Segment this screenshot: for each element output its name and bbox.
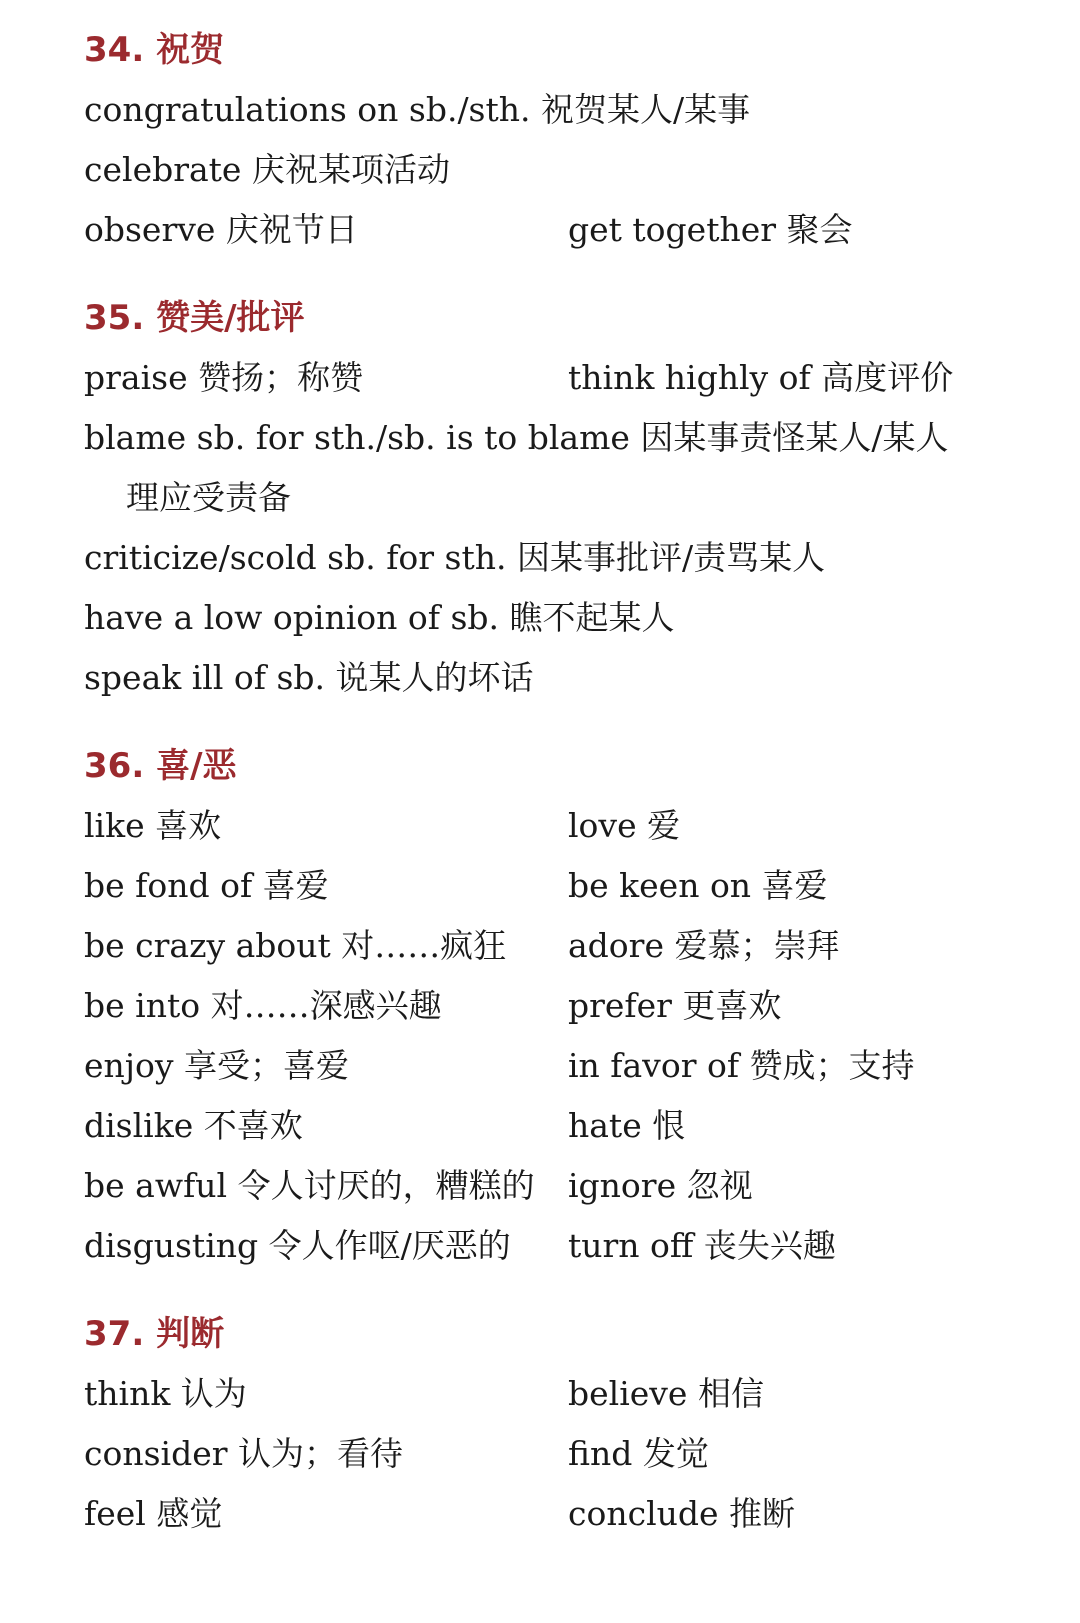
- vocab-line: have a low opinion of sb. 瞧不起某人: [84, 598, 675, 637]
- vocab-item-left: dislike 不喜欢: [84, 1106, 303, 1145]
- vocab-line: criticize/scold sb. for sth. 因某事批评/责骂某人: [84, 538, 826, 577]
- vocab-item-right: think highly of 高度评价: [568, 358, 954, 397]
- vocab-item-right: get together 聚会: [568, 210, 853, 249]
- vocab-item-right: conclude 推断: [568, 1494, 796, 1533]
- vocab-item-left: be fond of 喜爱: [84, 866, 329, 905]
- vocab-line-continuation: 理应受责备: [126, 478, 291, 517]
- vocab-item-right: believe 相信: [568, 1374, 764, 1413]
- vocab-item-left: disgusting 令人作呕/厌恶的: [84, 1226, 511, 1265]
- vocab-line: congratulations on sb./sth. 祝贺某人/某事: [84, 90, 751, 129]
- vocab-item-left: be into 对……深感兴趣: [84, 986, 442, 1025]
- vocab-item-right: find 发觉: [568, 1434, 709, 1473]
- vocab-item-left: think 认为: [84, 1374, 247, 1413]
- vocab-item-left: be awful 令人讨厌的，糟糕的: [84, 1166, 535, 1205]
- vocab-item-right: hate 恨: [568, 1106, 686, 1145]
- section-heading-35: 35. 赞美/批评: [84, 298, 305, 338]
- vocab-item-right: turn off 丧失兴趣: [568, 1226, 836, 1265]
- vocab-item-right: ignore 忽视: [568, 1166, 753, 1205]
- section-heading-36: 36. 喜/恶: [84, 746, 237, 786]
- vocab-item-left: observe 庆祝节日: [84, 210, 358, 249]
- vocab-item-left: praise 赞扬；称赞: [84, 358, 364, 397]
- vocab-item-right: adore 爱慕；崇拜: [568, 926, 840, 965]
- vocab-item-left: enjoy 享受；喜爱: [84, 1046, 350, 1085]
- vocab-item-right: prefer 更喜欢: [568, 986, 782, 1025]
- vocab-item-right: in favor of 赞成；支持: [568, 1046, 915, 1085]
- vocab-line: speak ill of sb. 说某人的坏话: [84, 658, 534, 697]
- section-heading-34: 34. 祝贺: [84, 30, 225, 70]
- vocab-line: blame sb. for sth./sb. is to blame 因某事责怪某人/某人: [84, 418, 949, 457]
- vocab-item-right: be keen on 喜爱: [568, 866, 828, 905]
- vocab-item-left: consider 认为；看待: [84, 1434, 404, 1473]
- vocab-line: celebrate 庆祝某项活动: [84, 150, 450, 189]
- vocab-item-right: love 爱: [568, 806, 681, 845]
- vocab-item-left: like 喜欢: [84, 806, 222, 845]
- section-heading-37: 37. 判断: [84, 1314, 225, 1354]
- vocab-item-left: be crazy about 对……疯狂: [84, 926, 507, 965]
- vocab-item-left: feel 感觉: [84, 1494, 223, 1533]
